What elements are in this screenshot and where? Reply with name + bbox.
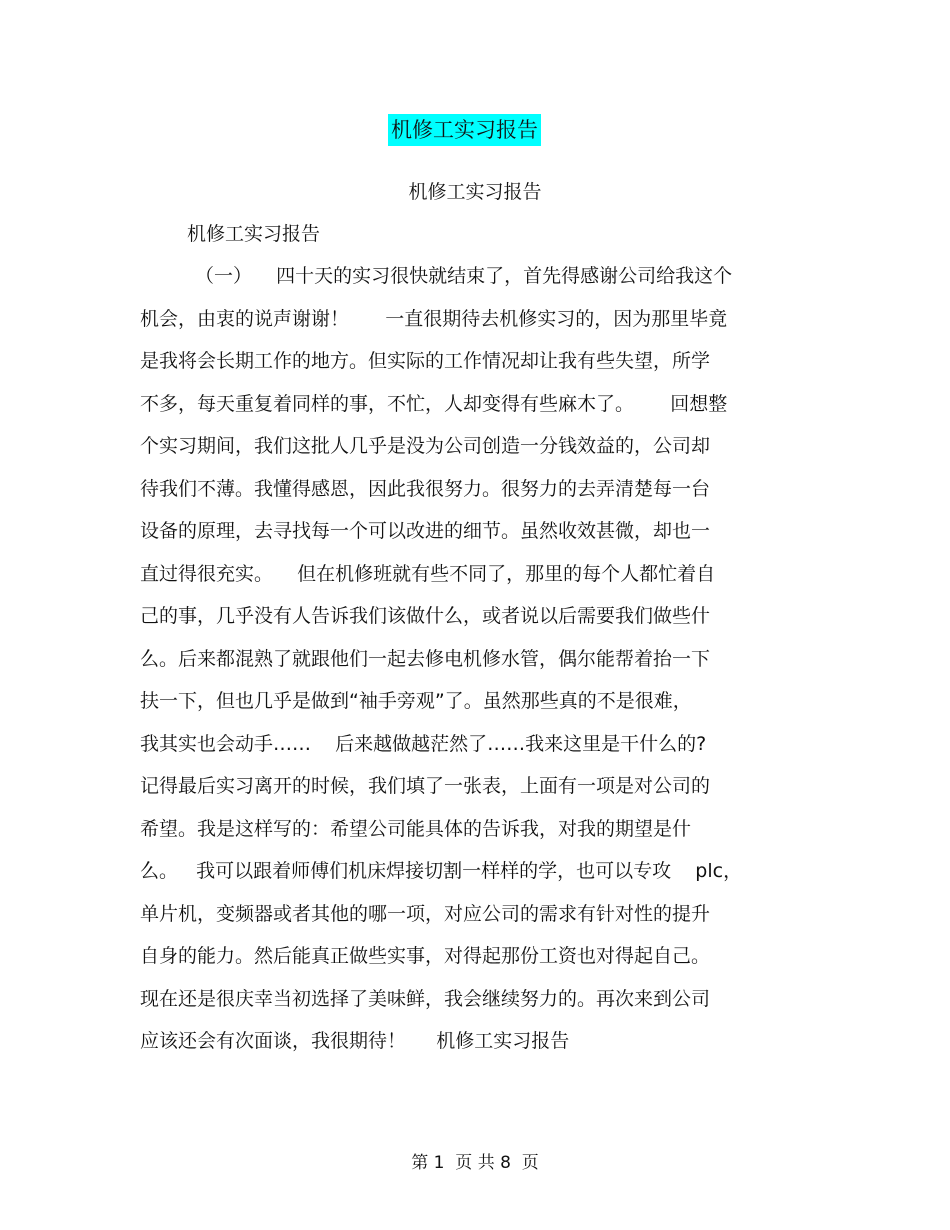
- body-line: 设备的原理，去寻找每一个可以改进的细节。虽然收效甚微，却也一: [140, 520, 711, 542]
- document-title: 机修工实习报告: [388, 114, 541, 146]
- body-line: 希望。我是这样写的：希望公司能具体的告诉我，对我的期望是什: [140, 818, 692, 840]
- document-subtitle: 机修工实习报告: [408, 181, 542, 203]
- body-line: 单片机，变频器或者其他的哪一项，对应公司的需求有针对性的提升: [140, 903, 711, 925]
- body-line: 么。 我可以跟着师傅们机床焊接切割一样样的学，也可以专攻 plc，: [140, 860, 743, 882]
- body-line: 自身的能力。然后能真正做些实事，对得起那份工资也对得起自己。: [140, 945, 711, 967]
- body-line: 记得最后实习离开的时候，我们填了一张表，上面有一项是对公司的: [140, 775, 711, 797]
- body-line: 不多，每天重复着同样的事，不忙，人却变得有些麻木了。 回想整: [140, 393, 728, 415]
- body-line: 己的事，几乎没有人告诉我们该做什么，或者说以后需要我们做些什: [140, 605, 711, 627]
- paragraph-heading: 机修工实习报告: [187, 223, 321, 245]
- body-line: 直过得很充实。 但在机修班就有些不同了，那里的每个人都忙着自: [140, 563, 716, 585]
- body-line: 我其实也会动手…… 后来越做越茫然了……我来这里是干什么的?: [140, 733, 707, 755]
- body-line: 个实习期间，我们这批人几乎是没为公司创造一分钱效益的，公司却: [140, 435, 711, 457]
- body-line: 待我们不薄。我懂得感恩，因此我很努力。很努力的去弄清楚每一台: [140, 478, 711, 500]
- body-line: 现在还是很庆幸当初选择了美味鲜，我会继续努力的。再次来到公司: [140, 988, 711, 1010]
- body-line: 应该还会有次面谈，我很期待！ 机修工实习报告: [140, 1030, 570, 1052]
- body-line: 是我将会长期工作的地方。但实际的工作情况却让我有些失望，所学: [140, 350, 711, 372]
- body-line: 机会，由衷的说声谢谢！ 一直很期待去机修实习的，因为那里毕竟: [140, 308, 728, 330]
- page-number-footer: 第 1 页 共 8 页: [411, 1153, 539, 1173]
- body-line: 么。后来都混熟了就跟他们一起去修电机修水管，偶尔能帮着抬一下: [140, 648, 711, 670]
- body-line: （一） 四十天的实习很快就结束了，首先得感谢公司给我这个: [195, 265, 733, 287]
- body-line: 扶一下，但也几乎是做到“袖手旁观”了。虽然那些真的不是很难，: [140, 690, 692, 712]
